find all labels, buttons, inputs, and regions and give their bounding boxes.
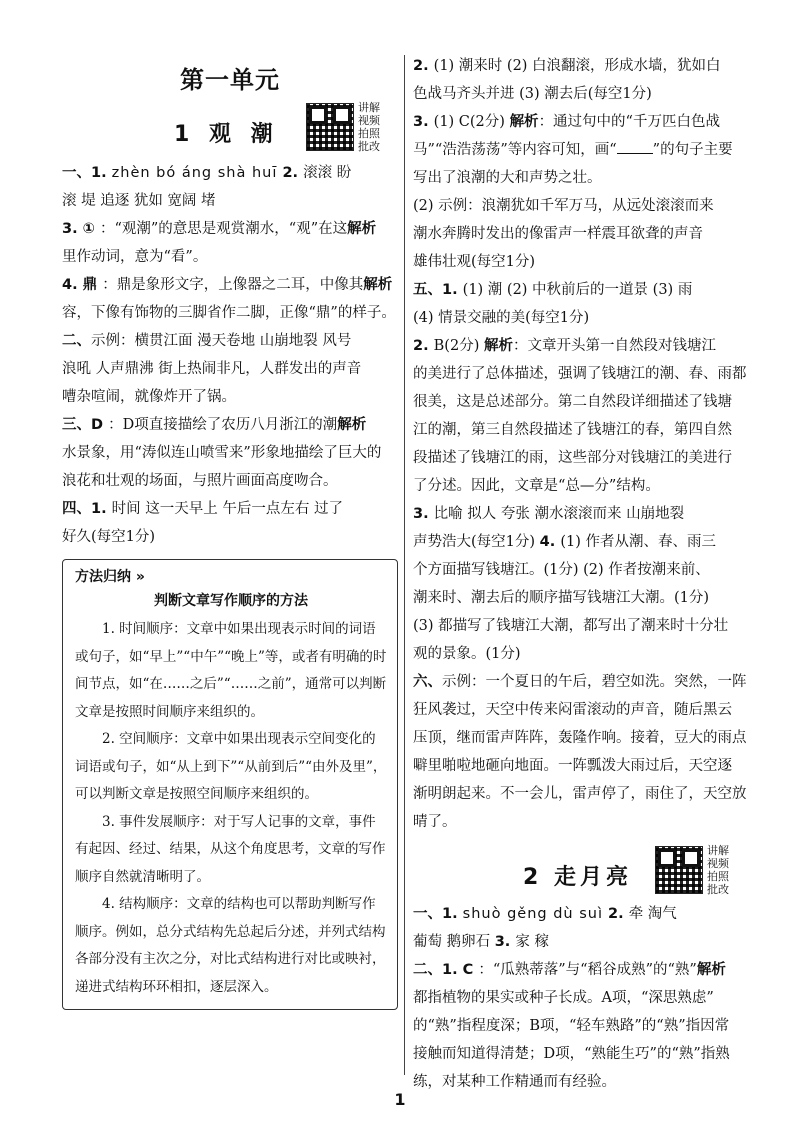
unit-title: 第一单元 (180, 66, 280, 94)
answer-line (413, 304, 751, 332)
answer-line (413, 668, 751, 696)
answer-line (62, 495, 398, 523)
answer-line (62, 243, 398, 271)
lesson1-answers-continued (413, 52, 751, 836)
answer-line (62, 327, 398, 355)
answer-kw: 解析 (696, 962, 726, 978)
answer-text2: (1) 作者从潮、春、雨三 (560, 534, 716, 550)
answer-line (413, 780, 751, 808)
answer-text: 渐明朗起来。不一会儿，雷声停了，雨住了，天空放 (413, 786, 747, 802)
answer-text: 滚滚 盼 (303, 165, 352, 181)
method-title: 判断文章写作顺序的方法 (154, 593, 308, 609)
answer-text: 压顶，继而雷声阵阵，轰隆作响。接着，豆大的雨点 (413, 730, 747, 746)
answer-line (413, 900, 751, 928)
answer-line (413, 752, 751, 780)
answer-text2: 家 稼 (515, 934, 549, 950)
answer-line (413, 984, 751, 1012)
qr-label: 讲解视频 拍照批改 (358, 101, 380, 153)
answer-lead2: 4. (539, 534, 561, 550)
answer-line (62, 467, 398, 495)
answer-lead: 4. 鼎 (62, 277, 103, 293)
answer-line (413, 248, 751, 276)
answer-pinyin: zhèn bó áng shà huī (111, 165, 278, 181)
answer-lead: 二、 (62, 333, 91, 349)
answer-line (413, 808, 751, 836)
answer-text: 都指植物的果实或种子长成。A项，“深思熟虑” (413, 990, 714, 1006)
answer-line (413, 164, 751, 192)
answer-kw: 解析 (363, 277, 393, 293)
answer-text: 马”“浩浩荡荡”等内容可知，画“ (413, 142, 617, 158)
answer-lead: 五、1. (413, 282, 463, 298)
answer-lead: 六、 (413, 674, 442, 690)
answer-pinyin: shuò gěng dù suì (462, 906, 603, 922)
answer-text: (1) C(2分) (433, 114, 510, 130)
answer-text: 比喻 拟人 夸张 潮水滚滚而来 山崩地裂 (433, 506, 685, 522)
answer-text: 好久(每空1分) (62, 529, 156, 545)
answer-line (62, 215, 398, 243)
answer-text: (3) 都描写了钱塘江大潮，都写出了潮来时十分壮 (413, 618, 729, 634)
answer-line (413, 556, 751, 584)
answer-line (413, 640, 751, 668)
answer-line (62, 411, 398, 439)
method-para: 4. 结构顺序：文章的结构也可以帮助判断写作顺序。例如，总分式结构先总起后分述，并列式结构各部分没有主次之分，对比式结构进行对比或映衬，递进式结构环环相扣，逐层深入。 (75, 896, 386, 995)
answer-text: ：D项直接描绘了农历八月浙江的潮 (108, 417, 338, 433)
answer-line (413, 80, 751, 108)
answer-lead: 3. (413, 114, 434, 130)
answer-line (413, 1040, 751, 1068)
answer-text2: ：文章开头第一自然段对钱塘江 (512, 338, 716, 354)
qr-code-icon[interactable] (655, 846, 703, 894)
answer-line (413, 500, 751, 528)
answer-lead: 四、1. (62, 501, 112, 517)
answer-lead: 二、1. C (413, 962, 479, 978)
answer-lead2: 3. (494, 934, 516, 950)
answer-text: (2) 示例：浪潮犹如千军万马，从远处滚滚而来 (413, 198, 714, 214)
answer-text: B(2分) (433, 338, 484, 354)
answer-text: 观的景象。(1分) (413, 646, 521, 662)
page-number: 1 (394, 1090, 406, 1109)
answer-line (413, 1012, 751, 1040)
answer-line (413, 928, 751, 956)
answer-text: 个方面描写钱塘江。(1分) (2) 作者按潮来前、 (413, 562, 710, 578)
answer-line (413, 528, 751, 556)
answer-line (62, 271, 398, 299)
answer-text: (1) 潮来时 (2) 白浪翻滚，形成水墙，犹如白 (433, 58, 721, 74)
answer-text: 浪吼 人声鼎沸 街上热闹非凡，人群发出的声音 (62, 361, 362, 377)
answer-text: 潮水奔腾时发出的像雷声一样震耳欲聋的声音 (413, 226, 703, 242)
answer-text: 潮来时、潮去后的顺序描写钱塘江大潮。(1分) (413, 590, 710, 606)
qr-label: 讲解视频 拍照批改 (707, 844, 729, 896)
answer-line (62, 159, 398, 187)
answer-text: ：“瓜熟蒂落”与“稻谷成熟”的“熟” (478, 962, 697, 978)
answer-text: 的美进行了总体描述，强调了钱塘江的潮、春、雨都 (413, 366, 747, 382)
answer-mid: 2. (277, 165, 304, 181)
answer-line (413, 388, 751, 416)
answer-text: 了分述。因此，文章是“总—分”结构。 (413, 478, 660, 494)
lesson1-title: 1 观 潮 (174, 122, 279, 147)
lesson1-header (62, 101, 398, 159)
answer-text: 写出了浪潮的大和声势之壮。 (413, 170, 602, 186)
method-para: 2. 空间顺序：文章中如果出现表示空间变化的词语或句子，如“从上到下”“从前到后”“由外及里”，可以判断文章是按照空间顺序来组织的。 (75, 731, 387, 802)
answer-text: 嘈杂喧闹，就像炸开了锅。 (62, 389, 236, 405)
lesson2-header (413, 836, 751, 900)
answer-line (413, 108, 751, 136)
answer-lead: 一、1. (413, 906, 463, 922)
answer-text: 噼里啪啦地砸向地面。一阵瓢泼大雨过后，天空逐 (413, 758, 732, 774)
method-tag: 方法归纳 » (75, 569, 145, 585)
lesson2-title: 2 走月亮 (523, 865, 632, 890)
answer-lead: 3. (413, 506, 434, 522)
answer-text: 很美，这是总述部分。第二自然段详细描述了钱塘 (413, 394, 732, 410)
answer-line (413, 956, 751, 984)
answer-text: 水景象，用“涛似连山喷雪来”形象地描绘了巨大的 (62, 445, 382, 461)
column-divider (404, 55, 405, 1075)
answer-text: ：鼎是象形文字，上像器之二耳，中像其 (102, 277, 364, 293)
answer-line (62, 383, 398, 411)
answer-text: 时间 这一天早上 午后一点左右 过了 (111, 501, 343, 517)
answer-line (413, 52, 751, 80)
method-para: 1. 时间顺序：文章中如果出现表示时间的词语或句子，如“早上”“中午”“晚上”等，或者有明确的时间节点，如“在……之后”“……之前”，通常可以判断文章是按照时间顺序来组织的。 (75, 621, 387, 720)
answer-kw: 解析 (483, 338, 513, 354)
answer-text: 接触而知道得清楚；D项，“熟能生巧”的“熟”指熟 (413, 1046, 730, 1062)
answer-kw: 解析 (509, 114, 539, 130)
answer-line (413, 220, 751, 248)
answer-text: 浪花和壮观的场面，与照片画面高度吻合。 (62, 473, 338, 489)
method-summary-box (62, 559, 398, 1010)
answer-text: 的“熟”指程度深；B项，“轻车熟路”的“熟”指因常 (413, 1018, 730, 1034)
fill-blank (617, 139, 653, 154)
answer-line (62, 299, 398, 327)
answer-text: 段描述了钱塘江的雨，这些部分对钱塘江的美进行 (413, 450, 732, 466)
answer-line (413, 584, 751, 612)
answer-text: 示例：一个夏日的午后，碧空如洗。突然，一阵 (442, 674, 747, 690)
answer-line (413, 136, 751, 164)
answer-mid: 2. (602, 906, 629, 922)
answer-text: ：“观潮”的意思是观赏潮水，“观”在这 (99, 221, 348, 237)
answer-text: 声势浩大(每空1分) (413, 534, 540, 550)
answer-text: 示例：横贯江面 漫天卷地 山崩地裂 风号 (91, 333, 352, 349)
answer-line (62, 523, 398, 551)
answer-line (62, 439, 398, 467)
answer-line (413, 444, 751, 472)
answer-line (413, 472, 751, 500)
answer-text: 雄伟壮观(每空1分) (413, 254, 536, 270)
answer-line (62, 355, 398, 383)
lesson2-answers (413, 900, 751, 1096)
answer-text2: ：通过句中的“千万匹白色战 (538, 114, 720, 130)
answer-lead: 3. ① (62, 221, 100, 237)
answer-text: 滚 堤 追逐 犹如 宽阔 堵 (62, 193, 216, 209)
answer-line (413, 612, 751, 640)
answer-text: 色战马齐头并进 (3) 潮去后(每空1分) (413, 86, 652, 102)
lesson1-answers (62, 159, 398, 551)
answer-line (413, 192, 751, 220)
answer-line (413, 416, 751, 444)
left-column (62, 52, 398, 1010)
answer-lead: 2. (413, 338, 434, 354)
answer-lead: 一、1. (62, 165, 112, 181)
answer-text2: ”的句子主要 (652, 142, 733, 158)
answer-text: 葡萄 鹅卵石 (413, 934, 495, 950)
answer-text: 江的潮，第三自然段描述了钱塘江的春，第四自然 (413, 422, 732, 438)
answer-line (413, 696, 751, 724)
answer-text: (1) 潮 (2) 中秋前后的一道景 (3) 雨 (462, 282, 693, 298)
answer-text: 练，对某种工作精通而有经验。 (413, 1074, 616, 1090)
answer-text: 牵 淘气 (628, 906, 677, 922)
answer-kw: 解析 (337, 417, 367, 433)
answer-text: (4) 情景交融的美(每空1分) (413, 310, 590, 326)
answer-line (413, 276, 751, 304)
answer-text: 容，下像有饰物的三脚省作二脚，正像“鼎”的样子。 (62, 305, 396, 321)
answer-line (413, 724, 751, 752)
answer-text: 狂风袭过，天空中传来闷雷滚动的声音，随后黑云 (413, 702, 732, 718)
answer-kw: 解析 (347, 221, 377, 237)
answer-text: 里作动词，意为“看”。 (62, 249, 208, 265)
qr-code-icon[interactable] (306, 103, 354, 151)
answer-line (62, 187, 398, 215)
answer-text: 晴了。 (413, 814, 457, 830)
answer-line (413, 332, 751, 360)
right-column (413, 52, 751, 1096)
answer-line (413, 360, 751, 388)
method-para: 3. 事件发展顺序：对于写人记事的文章，事件有起因、经过、结果，从这个角度思考，文章的写作顺序自然就清晰明了。 (75, 813, 386, 885)
answer-lead: 2. (413, 58, 434, 74)
answer-lead: 三、D (62, 417, 109, 433)
